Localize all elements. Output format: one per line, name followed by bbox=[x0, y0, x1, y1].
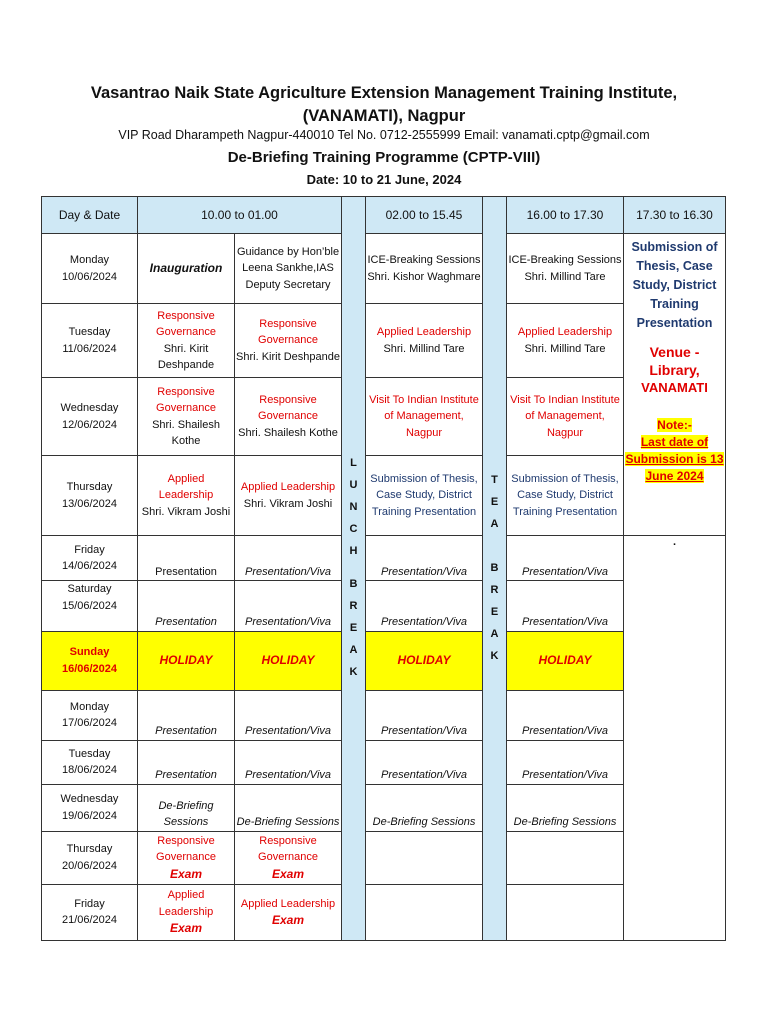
session-cell: HOLIDAY bbox=[138, 631, 235, 690]
lunch-break-column: L U N C H B R E A K bbox=[342, 197, 366, 941]
table-row bbox=[42, 536, 726, 581]
programme-dates: Date: 10 to 21 June, 2024 bbox=[306, 172, 462, 187]
submission-text: Submission of Thesis, Case Study, District Training Presentation bbox=[631, 240, 718, 330]
session-cell: ICE-Breaking Sessions Shri. Millind Tare bbox=[507, 234, 624, 304]
session-cell: ICE-Breaking Sessions Shri. Kishor Waghmare bbox=[366, 234, 483, 304]
session-cell-empty bbox=[507, 884, 624, 940]
side-dot: . bbox=[672, 536, 677, 548]
session-cell: Applied Leadership Exam bbox=[235, 884, 342, 940]
session-cell-empty bbox=[507, 831, 624, 884]
session-cell: Applied Leadership Exam bbox=[138, 884, 235, 940]
session-cell-empty bbox=[366, 831, 483, 884]
session-cell: Applied Leadership Shri. Vikram Joshi bbox=[138, 456, 235, 536]
day-cell: Thursday 20/06/2024 bbox=[42, 831, 138, 884]
table-row bbox=[42, 690, 726, 740]
programme-title: De-Briefing Training Programme (CPTP-VIII) bbox=[227, 149, 541, 166]
session-cell: Responsive Governance Shri. Shailesh Kothe bbox=[138, 378, 235, 456]
session-cell: Presentation bbox=[138, 740, 235, 784]
tea-break-column: T E A B R E A K bbox=[483, 197, 507, 941]
table-row bbox=[42, 884, 726, 940]
table-row bbox=[42, 456, 726, 536]
session-cell: Responsive Governance Shri. Shailesh Kothe bbox=[235, 378, 342, 456]
table-row bbox=[42, 378, 726, 456]
side-empty-cell bbox=[624, 536, 726, 941]
day-cell: Tuesday 18/06/2024 bbox=[42, 740, 138, 784]
session-cell: De-Briefing Sessions bbox=[235, 784, 342, 831]
header-row bbox=[42, 197, 726, 234]
timetable bbox=[41, 196, 726, 941]
session-cell: Presentation/Viva bbox=[235, 740, 342, 784]
day-cell: Friday 21/06/2024 bbox=[42, 884, 138, 940]
day-cell: Friday 14/06/2024 bbox=[42, 536, 138, 581]
day-cell: Wednesday 19/06/2024 bbox=[42, 784, 138, 831]
venue-text: Venue - Library, VANAMATI bbox=[641, 344, 708, 395]
table-row bbox=[42, 784, 726, 831]
session-cell: Submission of Thesis, Case Study, District Training Presentation bbox=[507, 456, 624, 536]
session-cell: Presentation bbox=[138, 690, 235, 740]
institute-title-line2: (VANAMATI), Nagpur bbox=[302, 107, 466, 125]
col-header-slot2: 02.00 to 15.45 bbox=[366, 197, 483, 234]
session-cell: Presentation/Viva bbox=[366, 581, 483, 632]
table-row bbox=[42, 740, 726, 784]
session-cell: Presentation/Viva bbox=[507, 740, 624, 784]
session-cell: De-Briefing Sessions bbox=[138, 784, 235, 831]
day-cell: Thursday 13/06/2024 bbox=[42, 456, 138, 536]
col-header-day: Day & Date bbox=[42, 197, 138, 234]
session-cell: Presentation/Viva bbox=[235, 690, 342, 740]
session-cell: Presentation/Viva bbox=[366, 690, 483, 740]
session-cell: Responsive Governance Exam bbox=[138, 831, 235, 884]
institute-title-line1: Vasantrao Naik State Agriculture Extension Management Training Institute, bbox=[90, 84, 678, 102]
day-cell: Monday 17/06/2024 bbox=[42, 690, 138, 740]
session-cell: Guidance by Hon’ble Leena Sankhe,IAS Deputy Secretary bbox=[235, 234, 342, 304]
session-cell: HOLIDAY bbox=[366, 631, 483, 690]
session-cell: Presentation/Viva bbox=[507, 690, 624, 740]
table-row bbox=[42, 581, 726, 632]
session-cell-empty bbox=[366, 884, 483, 940]
session-cell: Presentation/Viva bbox=[235, 581, 342, 632]
session-cell: Presentation bbox=[138, 581, 235, 632]
day-cell: Sunday 16/06/2024 bbox=[42, 631, 138, 690]
session-cell: Presentation/Viva bbox=[507, 581, 624, 632]
table-row-holiday bbox=[42, 631, 726, 690]
session-cell: Responsive Governance Shri. Kirit Deshpande bbox=[235, 304, 342, 378]
session-cell: Inauguration bbox=[138, 234, 235, 304]
session-cell: Presentation/Viva bbox=[507, 536, 624, 581]
session-cell: Applied Leadership Shri. Millind Tare bbox=[507, 304, 624, 378]
session-cell: Visit To Indian Institute of Management, Nagpur bbox=[507, 378, 624, 456]
institute-title bbox=[0, 82, 768, 128]
session-cell: HOLIDAY bbox=[507, 631, 624, 690]
session-cell: Presentation/Viva bbox=[366, 536, 483, 581]
session-cell: De-Briefing Sessions bbox=[366, 784, 483, 831]
session-cell: Applied Leadership Shri. Millind Tare bbox=[366, 304, 483, 378]
session-cell: Presentation bbox=[138, 536, 235, 581]
session-cell: HOLIDAY bbox=[235, 631, 342, 690]
session-cell: Applied Leadership Shri. Vikram Joshi bbox=[235, 456, 342, 536]
session-cell: Submission of Thesis, Case Study, District Training Presentation bbox=[366, 456, 483, 536]
session-cell: Presentation/Viva bbox=[235, 536, 342, 581]
session-cell: Responsive Governance Exam bbox=[235, 831, 342, 884]
session-cell: De-Briefing Sessions bbox=[507, 784, 624, 831]
table-row bbox=[42, 234, 726, 304]
session-cell: Responsive Governance Shri. Kirit Deshpande bbox=[138, 304, 235, 378]
col-header-slot3: 16.00 to 17.30 bbox=[507, 197, 624, 234]
col-header-slot1: 10.00 to 01.00 bbox=[138, 197, 342, 234]
table-row bbox=[42, 831, 726, 884]
session-cell: Presentation/Viva bbox=[366, 740, 483, 784]
institute-address: VIP Road Dharampeth Nagpur-440010 Tel No. 0712-2555999 Email: vanamati.cptp@gmail.com bbox=[118, 128, 650, 142]
session-cell: Visit To Indian Institute of Management, Nagpur bbox=[366, 378, 483, 456]
table-row bbox=[42, 304, 726, 378]
day-cell: Wednesday 12/06/2024 bbox=[42, 378, 138, 456]
day-cell: Saturday 15/06/2024 bbox=[42, 581, 138, 632]
submission-info-cell bbox=[624, 234, 726, 536]
col-header-slot4: 17.30 to 16.30 bbox=[624, 197, 726, 234]
day-cell: Tuesday 11/06/2024 bbox=[42, 304, 138, 378]
note-text: Note:- Last date of Submission is 13 June 2024 bbox=[625, 418, 724, 483]
day-cell: Monday 10/06/2024 bbox=[42, 234, 138, 304]
